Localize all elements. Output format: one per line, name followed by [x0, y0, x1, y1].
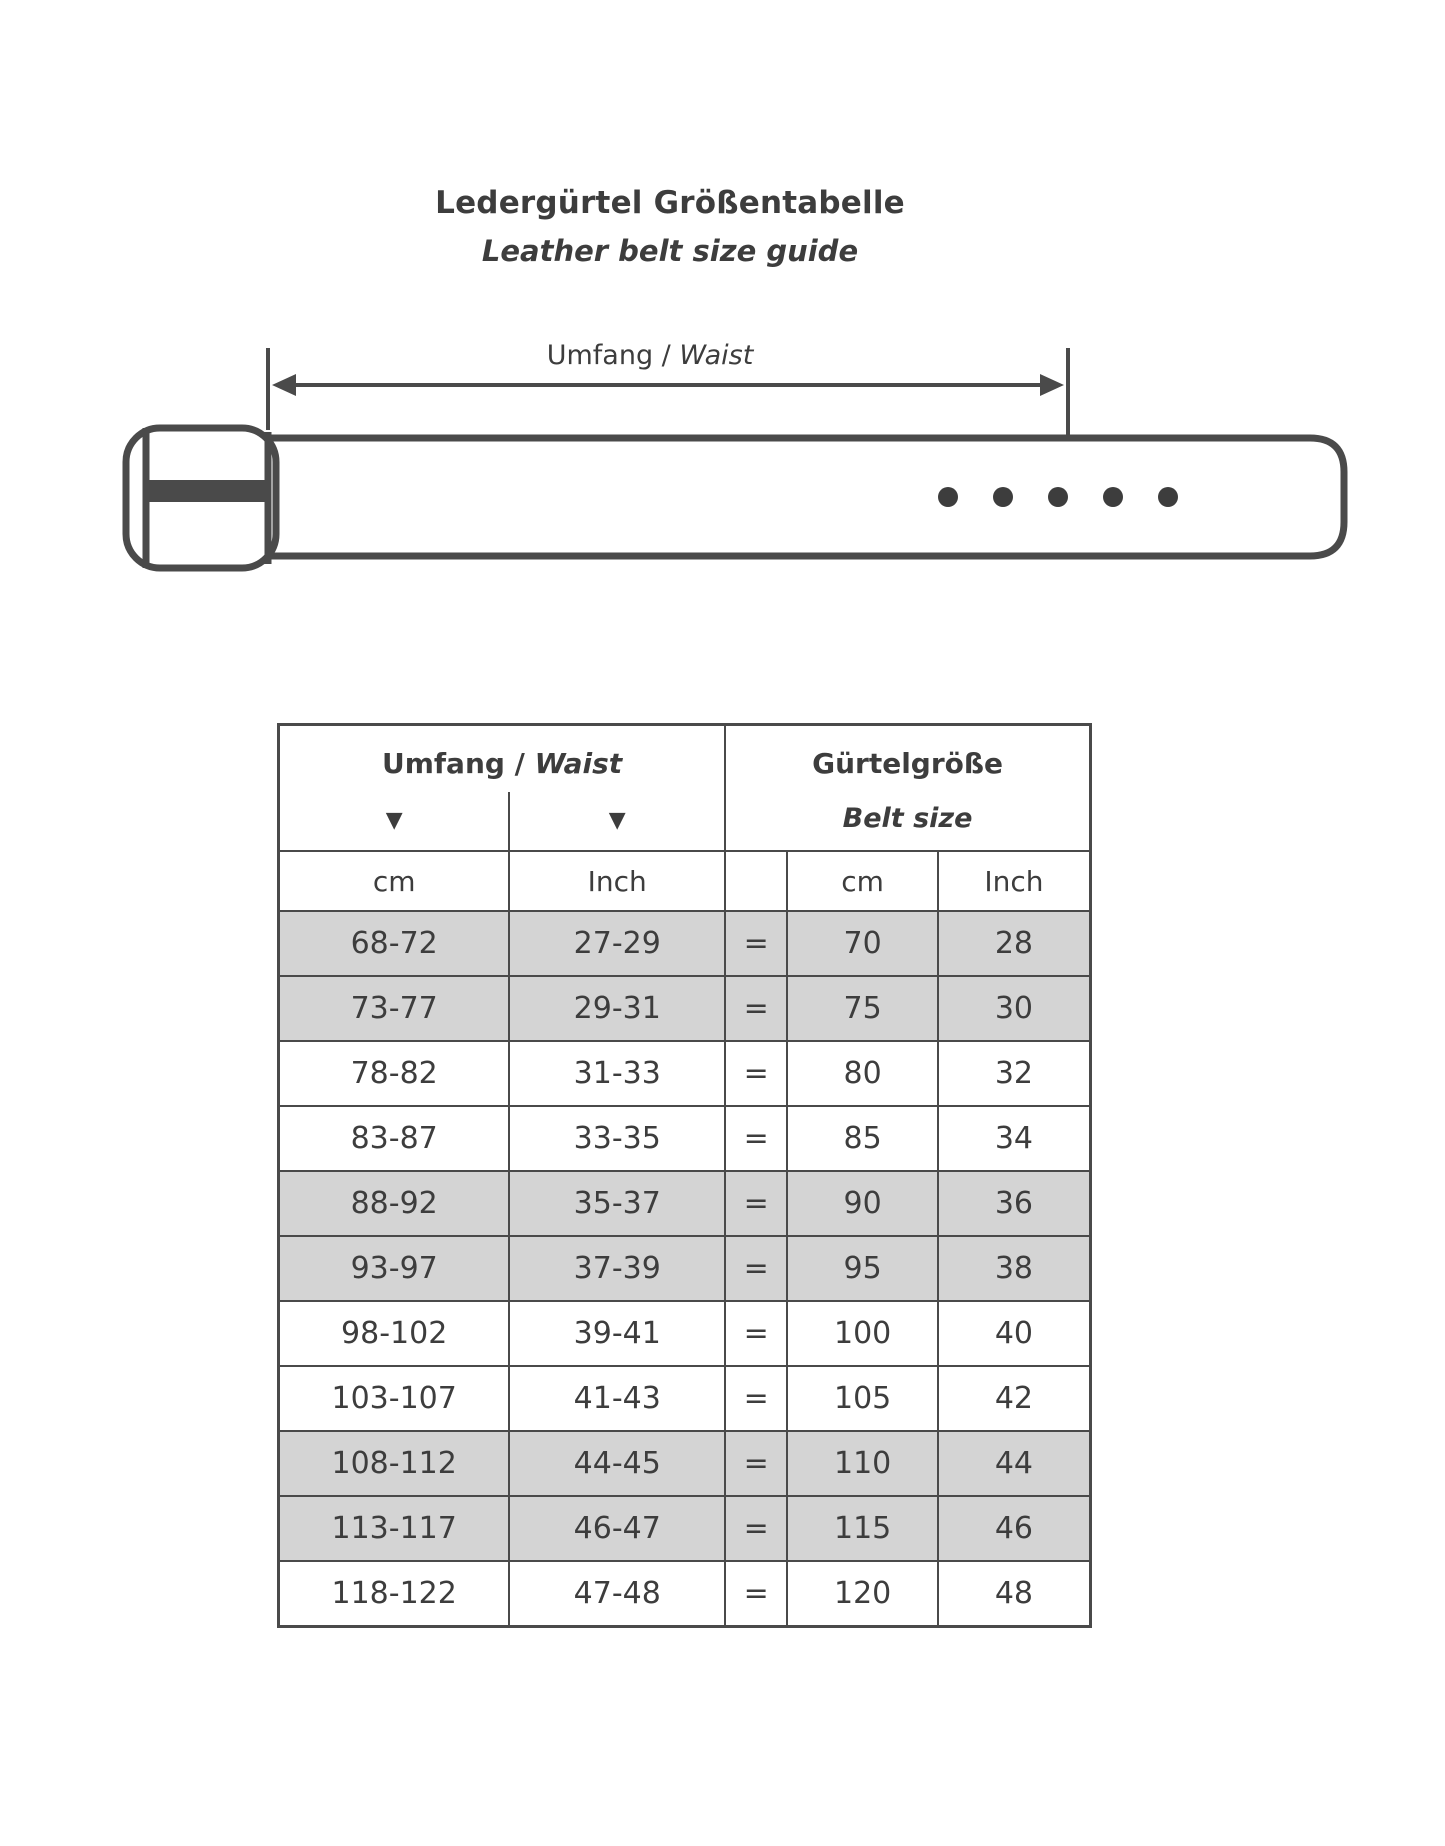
cell-belt-cm: 75 — [787, 976, 938, 1041]
header-arrow-cm — [279, 792, 510, 851]
table-row — [279, 976, 1091, 1041]
header-unit-belt-inch: Inch — [938, 851, 1091, 911]
cell-waist-cm: 103-107 — [279, 1366, 510, 1431]
table-row — [279, 1366, 1091, 1431]
cell-waist-inch: 41-43 — [509, 1366, 725, 1431]
cell-waist-inch: 29-31 — [509, 976, 725, 1041]
cell-equals: = — [725, 1301, 787, 1366]
page-title-en: Leather belt size guide — [481, 234, 859, 268]
cell-waist-cm: 78-82 — [279, 1041, 510, 1106]
cell-waist-cm: 68-72 — [279, 911, 510, 976]
cell-waist-inch: 37-39 — [509, 1236, 725, 1301]
header-unit-spacer — [725, 851, 787, 911]
header-unit-belt-cm: cm — [787, 851, 938, 911]
table-row — [279, 1041, 1091, 1106]
cell-waist-inch: 27-29 — [509, 911, 725, 976]
cell-waist-inch: 39-41 — [509, 1301, 725, 1366]
table-row — [279, 1171, 1091, 1236]
cell-waist-inch: 33-35 — [509, 1106, 725, 1171]
cell-equals: = — [725, 1431, 787, 1496]
cell-belt-cm: 100 — [787, 1301, 938, 1366]
cell-belt-inch: 32 — [938, 1041, 1091, 1106]
table-row — [279, 1561, 1091, 1627]
cell-belt-inch: 44 — [938, 1431, 1091, 1496]
cell-waist-inch: 35-37 — [509, 1171, 725, 1236]
cell-belt-inch: 34 — [938, 1106, 1091, 1171]
cell-equals: = — [725, 1171, 787, 1236]
cell-waist-cm: 113-117 — [279, 1496, 510, 1561]
cell-waist-cm: 108-112 — [279, 1431, 510, 1496]
cell-waist-cm: 98-102 — [279, 1301, 510, 1366]
title-block — [0, 185, 1340, 268]
header-waist — [279, 725, 726, 793]
cell-waist-cm: 88-92 — [279, 1171, 510, 1236]
cell-waist-inch: 44-45 — [509, 1431, 725, 1496]
cell-belt-inch: 28 — [938, 911, 1091, 976]
cell-belt-inch: 36 — [938, 1171, 1091, 1236]
triangle-down-icon: ▼ — [385, 807, 403, 833]
cell-belt-cm: 80 — [787, 1041, 938, 1106]
cell-waist-inch: 31-33 — [509, 1041, 725, 1106]
cell-waist-inch: 47-48 — [509, 1561, 725, 1627]
cell-belt-cm: 70 — [787, 911, 938, 976]
cell-waist-cm: 73-77 — [279, 976, 510, 1041]
cell-equals: = — [725, 1496, 787, 1561]
cell-belt-cm: 110 — [787, 1431, 938, 1496]
size-table — [277, 723, 1092, 1628]
cell-belt-cm: 95 — [787, 1236, 938, 1301]
waist-measure-label-en: Waist — [679, 340, 754, 371]
cell-belt-inch: 30 — [938, 976, 1091, 1041]
header-unit-waist-cm: cm — [279, 851, 510, 911]
cell-belt-cm: 120 — [787, 1561, 938, 1627]
cell-equals: = — [725, 1041, 787, 1106]
cell-belt-cm: 105 — [787, 1366, 938, 1431]
table-row — [279, 1106, 1091, 1171]
cell-belt-cm: 85 — [787, 1106, 938, 1171]
belt-diagram — [0, 340, 1445, 630]
table-row — [279, 911, 1091, 976]
table-row — [279, 1301, 1091, 1366]
belt-illustration — [0, 340, 1445, 630]
header-unit-waist-inch: Inch — [509, 851, 725, 911]
table-row — [279, 1236, 1091, 1301]
cell-equals: = — [725, 1561, 787, 1627]
page-title-de: Ledergürtel Größentabelle — [435, 185, 905, 221]
cell-belt-inch: 38 — [938, 1236, 1091, 1301]
table-header-row-sub — [279, 792, 1091, 851]
header-waist-de: Umfang / — [381, 746, 535, 780]
cell-waist-cm: 93-97 — [279, 1236, 510, 1301]
header-beltsize-en: Belt size — [725, 792, 1090, 851]
table-header-row-units — [279, 851, 1091, 911]
cell-belt-inch: 48 — [938, 1561, 1091, 1627]
header-waist-en: Waist — [534, 746, 623, 780]
header-beltsize-de: Gürtelgröße — [725, 725, 1090, 793]
cell-belt-inch: 40 — [938, 1301, 1091, 1366]
cell-belt-cm: 90 — [787, 1171, 938, 1236]
cell-waist-cm: 118-122 — [279, 1561, 510, 1627]
cell-equals: = — [725, 911, 787, 976]
triangle-down-icon: ▼ — [608, 807, 626, 833]
header-arrow-inch — [509, 792, 725, 851]
cell-equals: = — [725, 1366, 787, 1431]
cell-belt-inch: 46 — [938, 1496, 1091, 1561]
table-row — [279, 1431, 1091, 1496]
table-header-row-main — [279, 725, 1091, 793]
table-row — [279, 1496, 1091, 1561]
cell-belt-inch: 42 — [938, 1366, 1091, 1431]
cell-belt-cm: 115 — [787, 1496, 938, 1561]
cell-waist-inch: 46-47 — [509, 1496, 725, 1561]
cell-equals: = — [725, 1106, 787, 1171]
cell-waist-cm: 83-87 — [279, 1106, 510, 1171]
cell-equals: = — [725, 976, 787, 1041]
cell-equals: = — [725, 1236, 787, 1301]
waist-measure-label-de: Umfang / — [546, 340, 680, 371]
